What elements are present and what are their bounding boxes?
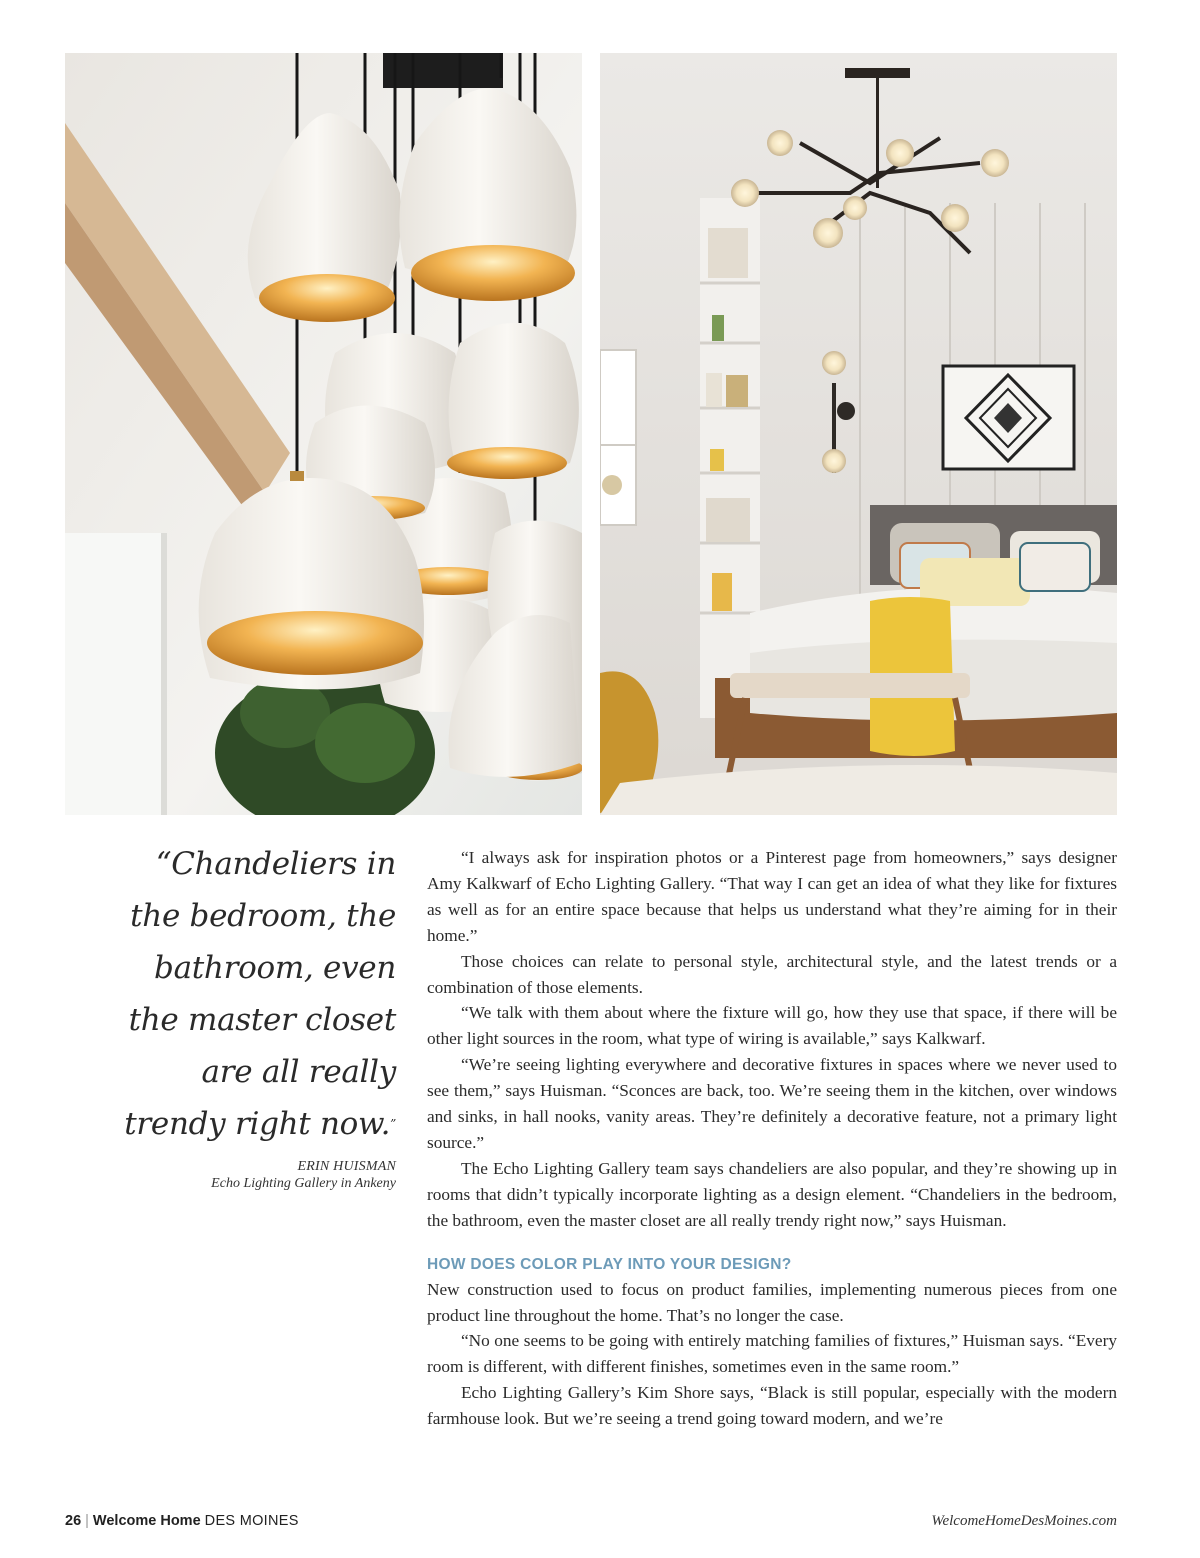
footer-separator: | — [85, 1513, 89, 1529]
article-paragraph: New construction used to focus on product families, implementing numerous pieces from one product line throughout the home. That’s no longer the case. — [427, 1279, 1117, 1325]
article-paragraph: “We’re seeing lighting everywhere and decorative fixtures in spaces where we never used to see them,” says Huisman. “Sconces are back, too. We’re seeing them in the kitchen, over windows and sinks, in hall nooks, vanity areas. They’re definitely a decorative feature, not a primary light source.” — [427, 1055, 1117, 1152]
quote-attribution-place: Echo Lighting Gallery in Ankeny — [211, 1176, 396, 1191]
pull-quote-text — [100, 838, 396, 1150]
pendant-lights-illustration — [65, 53, 582, 815]
footer-folio — [65, 1513, 299, 1529]
pendant-lights-photo — [65, 53, 582, 815]
page-number: 26 — [65, 1513, 82, 1529]
quote-attribution-name: ERIN HUISMAN — [297, 1159, 396, 1174]
bedroom-illustration — [600, 53, 1117, 815]
article-paragraph: Echo Lighting Gallery’s Kim Shore says, “Black is still popular, especially with the modern farmhouse look. But we’re seeing a trend going toward modern, and we’re — [427, 1383, 1117, 1429]
bedroom-photo — [600, 53, 1117, 815]
magazine-brand: Welcome Home — [92, 1513, 201, 1529]
article-paragraph: The Echo Lighting Gallery team says chandeliers are also popular, and they’re showing up in rooms that didn’t typically incorporate lighting as a design element. “Chandeliers in the bedroom, the bathroom, even the master closet are all really trendy right now,” says Huisman. — [427, 1158, 1117, 1230]
footer-website: WelcomeHomeDesMoines.com — [931, 1513, 1117, 1529]
section-heading: HOW DOES COLOR PLAY INTO YOUR DESIGN? — [427, 1255, 792, 1273]
article-body — [427, 845, 1117, 1432]
article-paragraph: “I always ask for inspiration photos or a Pinterest page from homeowners,” says designer Amy Kalkwarf of Echo Lighting Gallery. “That way I can get an idea of what they like for fixtures as well as for an entire space because that helps us understand what they’re aiming for in their home.” — [427, 848, 1117, 945]
article-paragraph: “No one seems to be going with entirely matching families of fixtures,” Huisman says. “Every room is different, with different finishes, sometimes even in the same room.” — [427, 1331, 1117, 1377]
pull-quote — [100, 838, 396, 1192]
article-paragraph: “We talk with them about where the fixture will go, how they use that space, if there will be other light sources in the room, what type of wiring is available,” says Kalkwarf. — [427, 1003, 1117, 1049]
pull-quote-close-mark: ” — [390, 1117, 396, 1131]
magazine-city: DES MOINES — [204, 1513, 299, 1529]
pull-quote-body: “Chandeliers in the bedroom, the bathroom, even the master closet are all really trendy right now. — [124, 846, 396, 1142]
article-paragraph: Those choices can relate to personal style, architectural style, and the latest trends or a combination of those elements. — [427, 951, 1117, 997]
